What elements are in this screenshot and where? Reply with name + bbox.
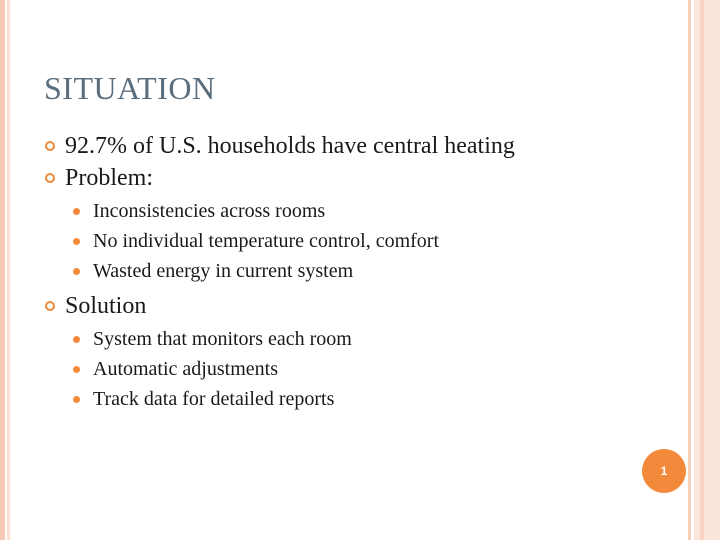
sub-bullet-text: System that monitors each room <box>93 328 352 350</box>
sub-bullet-text: Track data for detailed reports <box>93 388 335 410</box>
sub-bullet-text: No individual temperature control, comfort <box>93 230 440 252</box>
sub-bullet-wasted-energy <box>44 256 664 286</box>
sub-bullet-text: Inconsistencies across rooms <box>93 200 326 222</box>
ring-bullet-icon <box>45 173 55 183</box>
sub-bullet-inconsistencies <box>44 196 664 226</box>
sub-bullet-automatic <box>44 354 664 384</box>
sub-bullet-track-data <box>44 384 664 414</box>
sub-bullet-text: Automatic adjustments <box>93 358 278 380</box>
sub-bullet-text: Wasted energy in current system <box>93 260 354 282</box>
bullet-list <box>44 130 664 414</box>
dot-bullet-icon <box>73 208 80 215</box>
bullet-text: Solution <box>65 293 147 319</box>
sub-bullet-monitors <box>44 324 664 354</box>
right-border-stripe-inner <box>688 0 691 540</box>
left-border-stripe-inner <box>7 0 10 540</box>
dot-bullet-icon <box>73 366 80 373</box>
dot-bullet-icon <box>73 396 80 403</box>
bullet-problem <box>44 162 664 194</box>
right-border-stripe <box>700 0 704 540</box>
slide-title: SITUATION <box>44 70 216 106</box>
bullet-solution <box>44 290 664 322</box>
right-border-band <box>694 0 720 540</box>
page-number-badge: 1 <box>642 449 686 493</box>
ring-bullet-icon <box>45 141 55 151</box>
bullet-text: 92.7% of U.S. households have central heating <box>65 133 515 159</box>
dot-bullet-icon <box>73 336 80 343</box>
dot-bullet-icon <box>73 238 80 245</box>
left-border-stripe <box>0 0 5 540</box>
dot-bullet-icon <box>73 268 80 275</box>
sub-bullet-no-control <box>44 226 664 256</box>
ring-bullet-icon <box>45 301 55 311</box>
bullet-households <box>44 130 664 162</box>
bullet-text: Problem: <box>65 165 153 191</box>
